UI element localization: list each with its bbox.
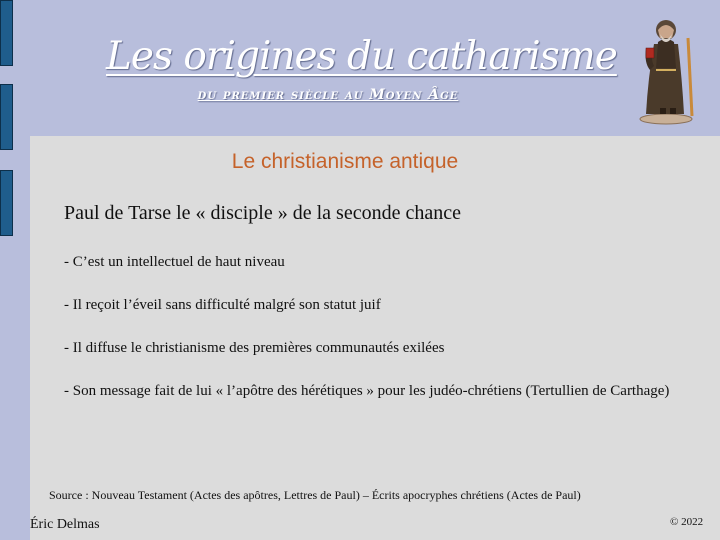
bullet-item: - C’est un intellectuel de haut niveau	[64, 254, 285, 270]
side-tab-3	[0, 170, 13, 236]
bullet-item: - Son message fait de lui « l’apôtre des hérétiques » pour les judéo-chrétiens (Tertullien de Carthage)	[64, 383, 670, 399]
copyright-notice: © 2022	[670, 516, 704, 528]
author-name: Éric Delmas	[30, 517, 100, 532]
bullet-list	[64, 252, 694, 424]
lead-statement: Paul de Tarse le « disciple » de la seconde chance	[64, 202, 461, 224]
monk-figurine-icon	[636, 8, 700, 126]
side-tab-1	[0, 0, 13, 66]
slide-subtitle: du premier siècle au Moyen Âge	[197, 87, 459, 103]
slide-title: Les origines du catharisme	[106, 34, 617, 79]
content-panel	[30, 136, 720, 540]
section-heading: Le christianisme antique	[231, 150, 459, 173]
bullet-item: - Il reçoit l’éveil sans difficulté malgré son statut juif	[64, 297, 381, 313]
bullet-item: - Il diffuse le christianisme des premières communautés exilées	[64, 340, 445, 356]
side-tab-2	[0, 84, 13, 150]
source-citation: Source : Nouveau Testament (Actes des apôtres, Lettres de Paul) – Écrits apocryphes chrétiens (Actes de Paul)	[49, 488, 581, 502]
